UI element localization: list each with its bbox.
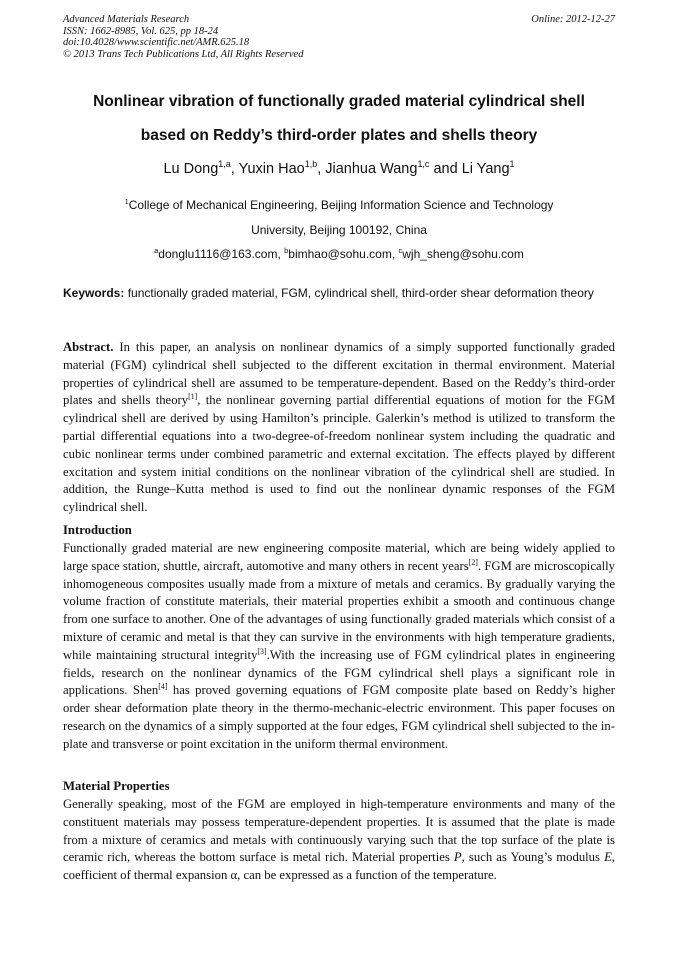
material-properties-section — [63, 796, 615, 885]
copyright-line: © 2013 Trans Tech Publications Ltd, All Rights Reserved — [63, 48, 304, 60]
author-name: Li Yang — [461, 161, 510, 177]
citation-ref[interactable]: [2] — [468, 557, 478, 567]
abstract-text: In this paper, an analysis on nonlinear dynamics of a simply supported functionally graded material (FGM) cylindrical shell subjected to the different excitation in thermal environment. Material properties of cylindrical shell are assumed to be temperature-dependent. Based on the Reddy’s third-order plates and shells theory — [63, 340, 616, 408]
affiliation-text: College of Mechanical Engineering, Beijing Information Science and Technology — [128, 198, 554, 212]
author-name: Yuxin Hao — [238, 161, 305, 177]
abstract-text: , the nonlinear governing partial differential equations of motion for the FGM cylindrical shell are derived by using Hamilton’s principle. Galerkin’s method is utilized to transform the partial differential equations into a two-degree-of-freedom nonlinear system including the quadratic and cubic nonlinear terms under combined parametric and external excitation. The effects played by different excitation and system initial conditions on the nonlinear vibration of the cylindrical shell are studied. In addition, the Runge–Kutta method is used to find out the nonlinear dynamic responses of the FGM cylindrical shell. — [63, 393, 615, 515]
abstract-section — [63, 339, 615, 517]
intro-text: has proved governing equations of FGM composite plate based on Reddy’s higher order shear deformation plate theory in the thermo-mechanic-electric environment. This paper focuses on research on the dynamics of a simply supported at the four edges, FGM cylindrical shell subjected to the in-plate and transverse or point excitation in the uniform thermal environment. — [63, 683, 615, 751]
paper-title-line-2: based on Reddy’s third-order plates and shells theory — [140, 127, 538, 144]
issn-line: ISSN: 1662-8985, Vol. 625, pp 18-24 — [63, 25, 219, 37]
email-address[interactable]: donglu1116@163.com — [158, 247, 278, 261]
citation-ref[interactable]: [1] — [188, 392, 198, 402]
keywords-label: Keywords: — [63, 286, 125, 300]
author-affil-sup: 1,b — [304, 159, 318, 170]
citation-ref[interactable]: [3] — [257, 646, 267, 656]
keywords-section — [63, 284, 615, 303]
email-sup: b — [284, 246, 289, 255]
author-affil-sup: 1,a — [218, 159, 231, 170]
author-affil-sup: 1 — [509, 159, 515, 170]
math-var: α — [230, 868, 238, 883]
email-list: $^a$donglu1116@163.com, $^b$bimhao@sohu.com, $^c$wjh_sheng@sohu.com — [154, 246, 524, 261]
paper-title-line-1: Nonlinear vibration of functionally graded material cylindrical shell — [93, 93, 585, 110]
author-name: Jianhua Wang — [325, 161, 418, 177]
abstract-label: Abstract. — [63, 340, 114, 354]
journal-name: Advanced Materials Research — [63, 14, 190, 25]
intro-text: .With the increasing use of FGM cylindrical plates in engineering fields, research on the nonlinear dynamics of the FGM cylindrical shell plays a significant role in applications. Shen — [63, 647, 615, 698]
keywords-text: functionally graded material, FGM, cylindrical shell, third-order shear deformation theory — [127, 286, 594, 300]
online-date: Online: 2012-12-27 — [531, 14, 615, 25]
author-name: Lu Dong — [163, 161, 219, 177]
affiliation-line-1 — [40, 198, 638, 212]
introduction-section — [63, 540, 615, 754]
material-text: , such as Young’s modulus — [461, 850, 605, 865]
affiliation-sup: 1 — [124, 197, 129, 206]
author-affil-sup: 1,c — [417, 159, 430, 170]
citation-ref[interactable]: [4] — [158, 682, 168, 692]
email-sup: c — [398, 246, 403, 255]
running-header — [63, 14, 615, 60]
intro-text: . FGM are microscopically inhomogeneous composites usually made from a mixture of metals and ceramics. By gradually varying the volume fraction of constitute materials, their material properties exhibit a smooth and continuous change from one surface to another. One of the advantages of using functionally graded materials which consist of a mixture of ceramic and metal is that they can survive in the environments with high temperature gradients, while maintaining structural integrity — [63, 558, 615, 662]
affiliation-line-2: University, Beijing 100192, China — [251, 223, 427, 237]
math-var: P — [453, 850, 462, 865]
author-list: Lu Dong$^{1,a}$, Yuxin Hao$^{1,b}$, Jianhua Wang$^{1,c}$ and Li Yang$^1$ — [163, 159, 515, 177]
email-sup: a — [154, 246, 159, 255]
email-address[interactable]: wjh_sheng@sohu.com — [402, 247, 524, 261]
doi-line: doi:10.4028/www.scientific.net/AMR.625.18 — [63, 37, 250, 48]
email-address[interactable]: bimhao@sohu.com — [288, 247, 392, 261]
introduction-heading: Introduction — [63, 523, 132, 537]
material-properties-heading: Material Properties — [63, 779, 170, 793]
material-text: Generally speaking, most of the FGM are employed in high-temperature environments and many of the constituent materials may possess temperature-dependent properties. It is assumed that the plate is made from a mixture of ceramics and metals with continuously varying such that the top surface of the plate is ceramic rich, whereas the bottom surface is metal rich. Material properties — [63, 797, 615, 865]
material-text: , coefficient of thermal expansion — [63, 850, 615, 883]
math-var: E — [604, 850, 612, 865]
intro-text: Functionally graded material are new engineering composite material, which are being widely applied to large space station, shuttle, aircraft, automotive and many others in recent years — [63, 541, 615, 573]
material-text: , can be expressed as a function of the temperature. — [237, 868, 497, 883]
